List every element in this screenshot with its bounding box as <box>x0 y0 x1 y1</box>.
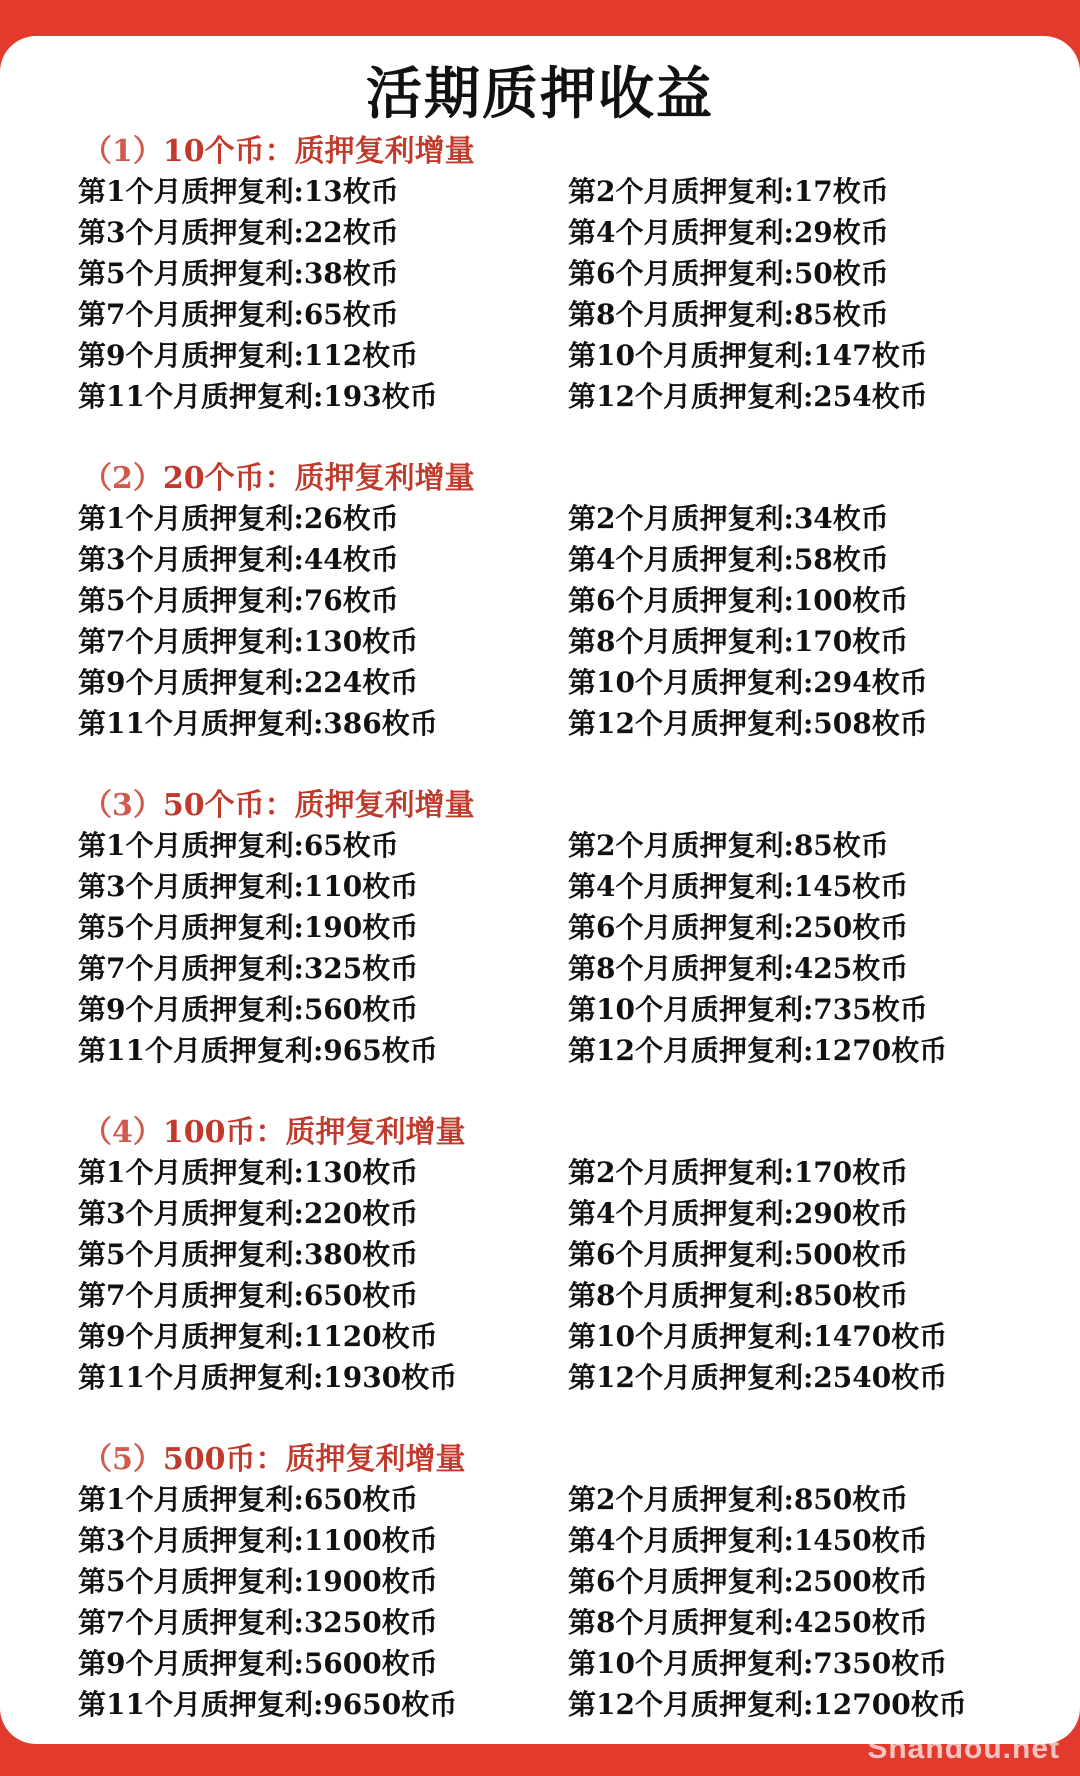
row-item: 第11个月质押复利:386枚币 <box>78 707 438 740</box>
row-item: 第2个月质押复利:17枚币 <box>568 175 889 208</box>
row-item: 第2个月质押复利:170枚币 <box>568 1156 909 1189</box>
row-item: 第3个月质押复利:44枚币 <box>78 543 399 576</box>
row-item: 第9个月质押复利:224枚币 <box>78 666 419 699</box>
section-index: （2） <box>82 461 163 496</box>
row-item: 第10个月质押复利:1470枚币 <box>568 1320 948 1353</box>
section-amount: 500币： <box>162 1442 286 1477</box>
row-item: 第8个月质押复利:850枚币 <box>568 1279 909 1312</box>
row-item: 第4个月质押复利:1450枚币 <box>568 1524 928 1557</box>
section-amount: 10个币： <box>162 134 295 169</box>
section-header <box>82 786 475 826</box>
row-item: 第12个月质押复利:2540枚币 <box>568 1361 948 1394</box>
row-item: 第11个月质押复利:965枚币 <box>78 1034 438 1067</box>
row-item: 第1个月质押复利:65枚币 <box>78 829 399 862</box>
row-item: 第5个月质押复利:38枚币 <box>78 257 399 290</box>
row-item: 第1个月质押复利:130枚币 <box>78 1156 419 1189</box>
row-item: 第6个月质押复利:50枚币 <box>568 257 889 290</box>
row-item: 第4个月质押复利:290枚币 <box>568 1197 909 1230</box>
row-item: 第2个月质押复利:34枚币 <box>568 502 889 535</box>
section-index: （5） <box>82 1442 163 1477</box>
section-subtitle: 质押复利增量 <box>294 134 475 169</box>
row-item: 第8个月质押复利:425枚币 <box>568 952 909 985</box>
section-index: （4） <box>82 1115 163 1150</box>
row-item: 第4个月质押复利:29枚币 <box>568 216 889 249</box>
row-item: 第4个月质押复利:145枚币 <box>568 870 909 903</box>
row-item: 第12个月质押复利:12700枚币 <box>568 1688 967 1721</box>
row-item: 第1个月质押复利:650枚币 <box>78 1483 419 1516</box>
row-item: 第1个月质押复利:13枚币 <box>78 175 399 208</box>
row-item: 第5个月质押复利:190枚币 <box>78 911 419 944</box>
row-item: 第6个月质押复利:2500枚币 <box>568 1565 928 1598</box>
row-item: 第8个月质押复利:85枚币 <box>568 298 889 331</box>
row-item: 第3个月质押复利:220枚币 <box>78 1197 419 1230</box>
row-item: 第9个月质押复利:560枚币 <box>78 993 419 1026</box>
section-header <box>82 1113 466 1153</box>
row-item: 第6个月质押复利:500枚币 <box>568 1238 909 1271</box>
row-item: 第12个月质押复利:1270枚币 <box>568 1034 948 1067</box>
row-item: 第7个月质押复利:325枚币 <box>78 952 419 985</box>
page-title: 活期质押收益 <box>366 61 714 127</box>
row-item: 第10个月质押复利:294枚币 <box>568 666 928 699</box>
section-header <box>82 1440 466 1480</box>
row-item: 第10个月质押复利:147枚币 <box>568 339 928 372</box>
row-item: 第8个月质押复利:170枚币 <box>568 625 909 658</box>
row-item: 第7个月质押复利:65枚币 <box>78 298 399 331</box>
row-item: 第3个月质押复利:110枚币 <box>78 870 419 903</box>
row-item: 第3个月质押复利:22枚币 <box>78 216 399 249</box>
section-index: （1） <box>82 134 163 169</box>
section-subtitle: 质押复利增量 <box>285 1115 466 1150</box>
watermark-text: Shandou.net <box>867 1732 1060 1765</box>
section-header <box>82 132 475 172</box>
row-item: 第3个月质押复利:1100枚币 <box>78 1524 438 1557</box>
row-item: 第5个月质押复利:1900枚币 <box>78 1565 438 1598</box>
row-item: 第5个月质押复利:76枚币 <box>78 584 399 617</box>
row-item: 第1个月质押复利:26枚币 <box>78 502 399 535</box>
row-item: 第11个月质押复利:193枚币 <box>78 380 438 413</box>
row-item: 第11个月质押复利:1930枚币 <box>78 1361 458 1394</box>
section-amount: 100币： <box>162 1115 286 1150</box>
row-item: 第12个月质押复利:254枚币 <box>568 380 928 413</box>
row-item: 第2个月质押复利:85枚币 <box>568 829 889 862</box>
row-item: 第9个月质押复利:5600枚币 <box>78 1647 438 1680</box>
row-item: 第12个月质押复利:508枚币 <box>568 707 928 740</box>
row-item: 第2个月质押复利:850枚币 <box>568 1483 909 1516</box>
row-item: 第8个月质押复利:4250枚币 <box>568 1606 928 1639</box>
row-item: 第10个月质押复利:735枚币 <box>568 993 928 1026</box>
row-item: 第10个月质押复利:7350枚币 <box>568 1647 948 1680</box>
row-item: 第7个月质押复利:130枚币 <box>78 625 419 658</box>
section-header <box>82 459 475 499</box>
row-item: 第4个月质押复利:58枚币 <box>568 543 889 576</box>
section-amount: 20个币： <box>162 461 295 496</box>
section-subtitle: 质押复利增量 <box>294 788 475 823</box>
section-subtitle: 质押复利增量 <box>285 1442 466 1477</box>
row-item: 第7个月质押复利:650枚币 <box>78 1279 419 1312</box>
row-item: 第9个月质押复利:112枚币 <box>78 339 419 372</box>
row-item: 第6个月质押复利:250枚币 <box>568 911 909 944</box>
row-item: 第6个月质押复利:100枚币 <box>568 584 909 617</box>
section-subtitle: 质押复利增量 <box>294 461 475 496</box>
row-item: 第5个月质押复利:380枚币 <box>78 1238 419 1271</box>
content-card <box>0 36 1080 1744</box>
row-item: 第11个月质押复利:9650枚币 <box>78 1688 458 1721</box>
row-item: 第7个月质押复利:3250枚币 <box>78 1606 438 1639</box>
row-item: 第9个月质押复利:1120枚币 <box>78 1320 438 1353</box>
section-index: （3） <box>82 788 163 823</box>
section-amount: 50个币： <box>162 788 295 823</box>
